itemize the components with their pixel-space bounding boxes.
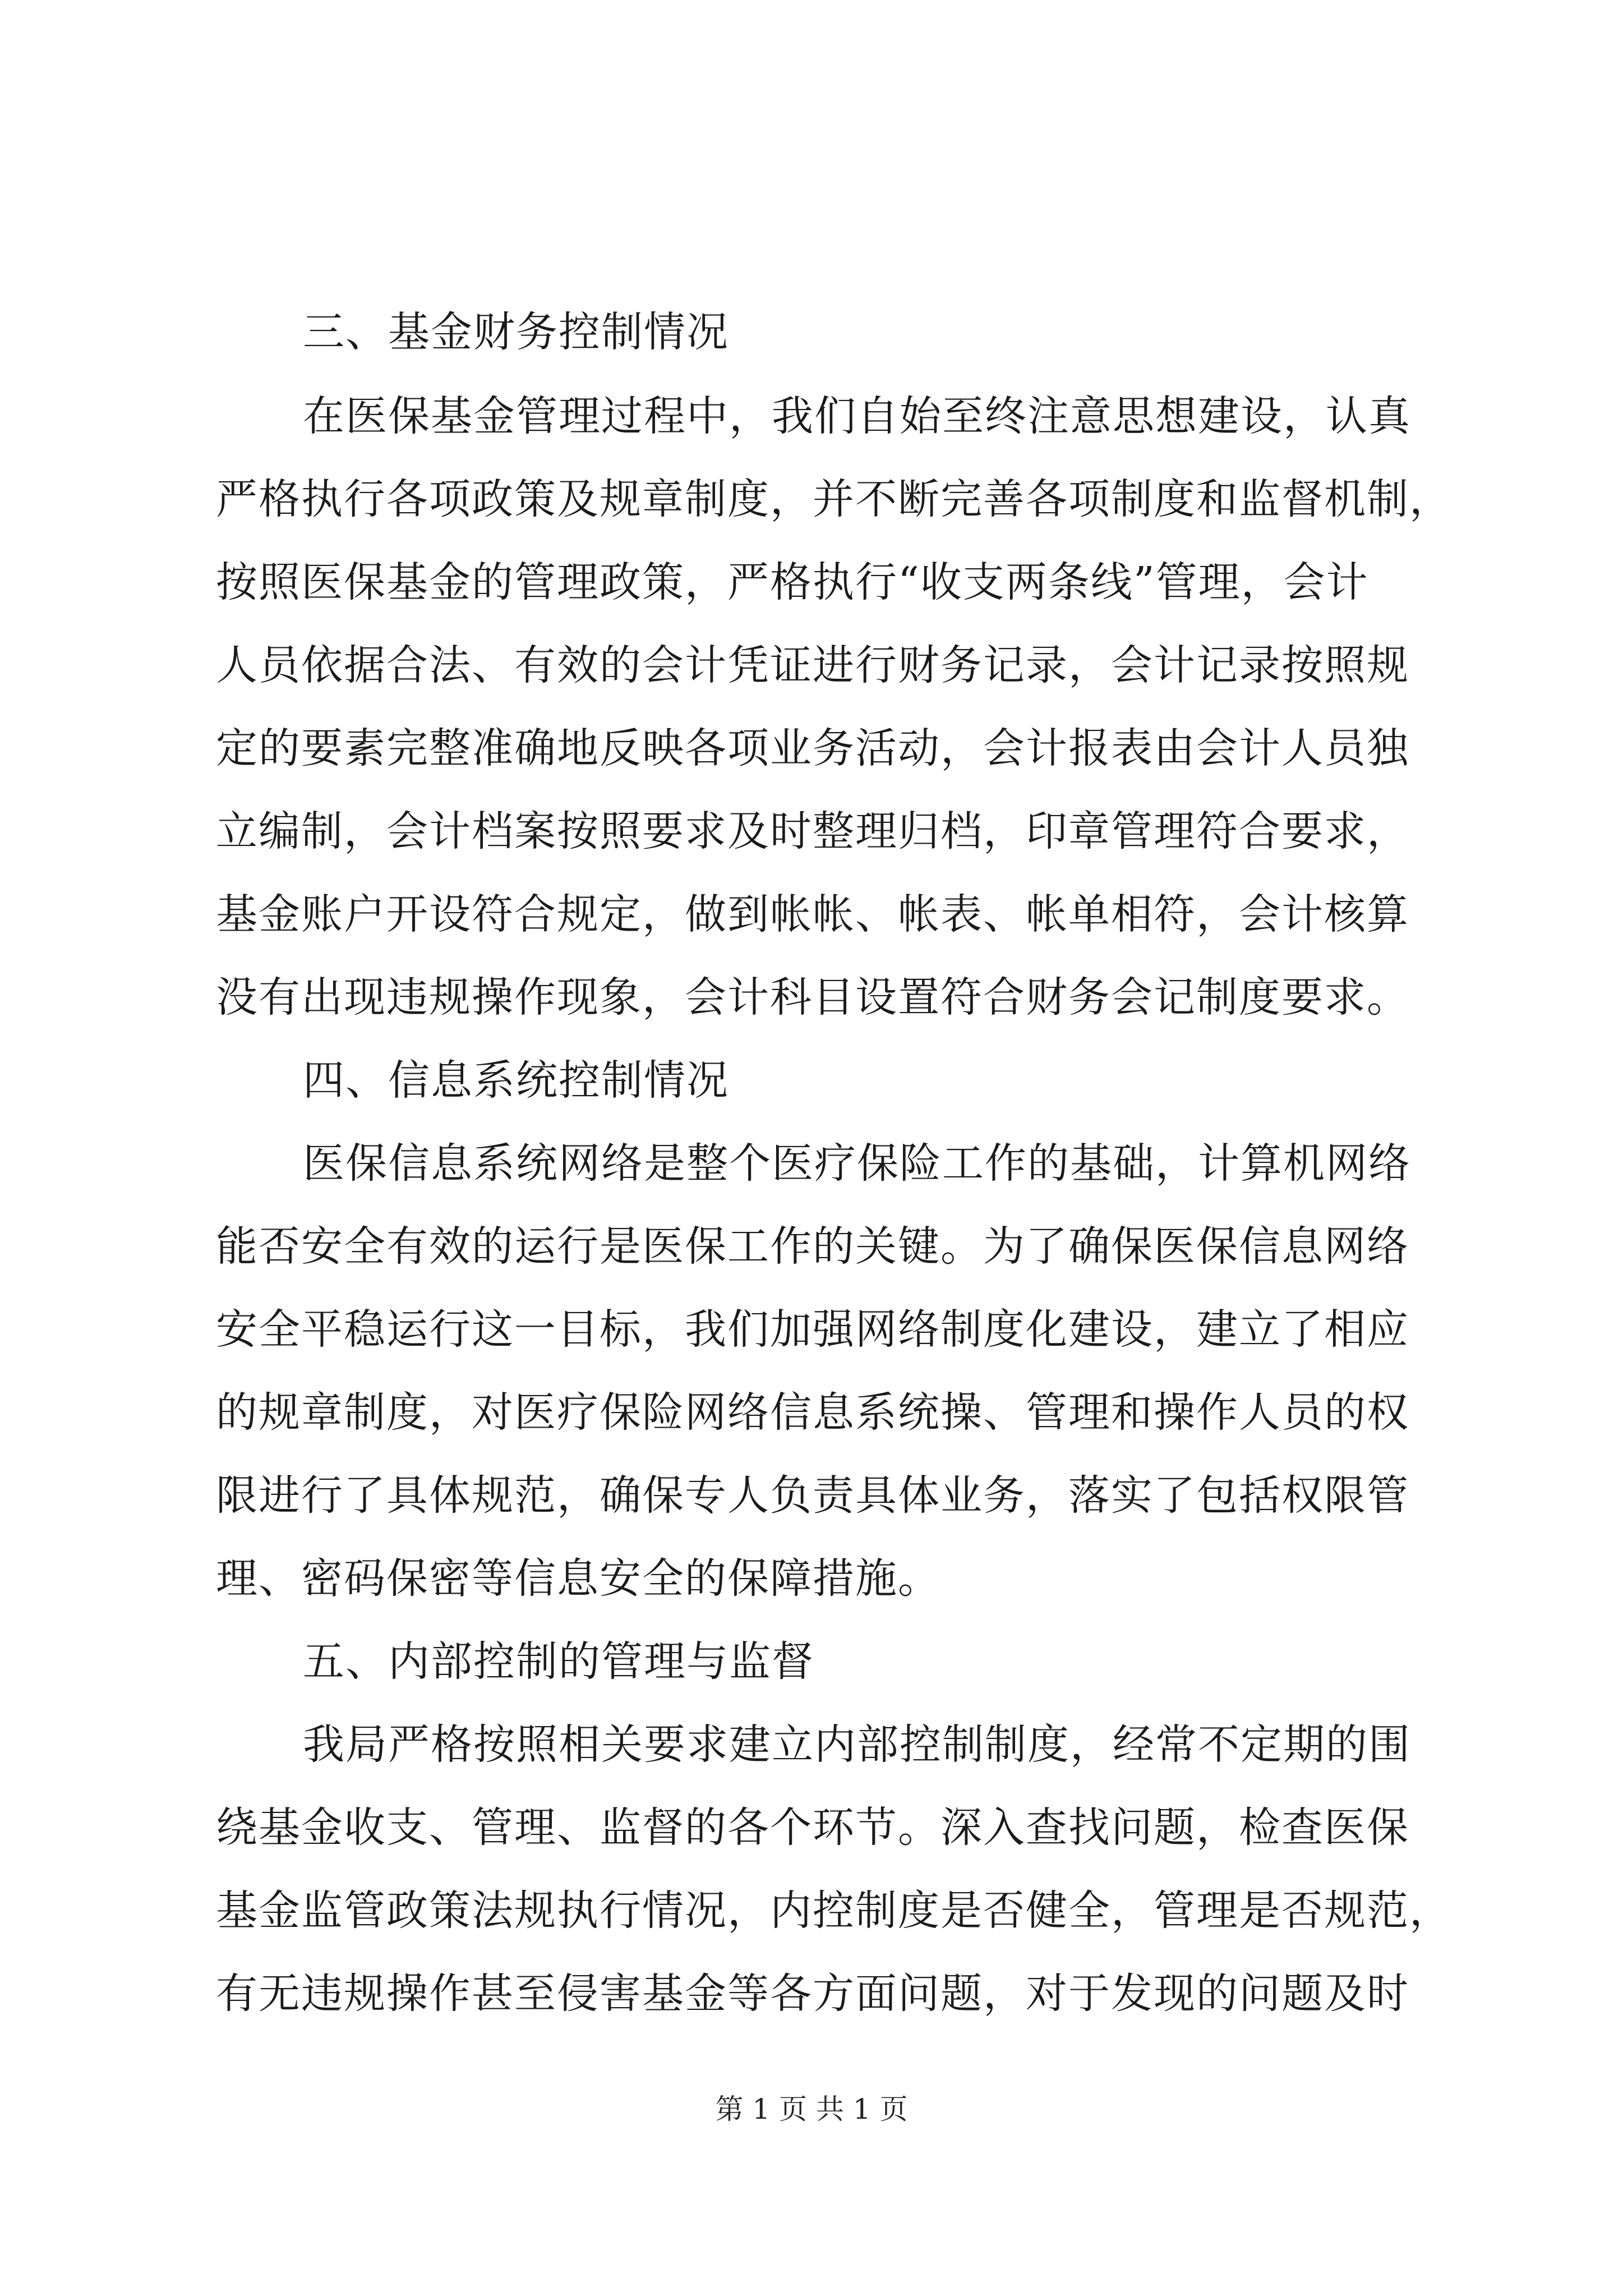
paragraph-line: 我局严格按照相关要求建立内部控制制度，经常不定期的围: [303, 1720, 1411, 1769]
paragraph-line: 人员依据合法、有效的会计凭证进行财务记录，会计记录按照规: [216, 641, 1409, 689]
paragraph-line: 能否安全有效的运行是医保工作的关键。为了确保医保信息网络: [216, 1222, 1409, 1271]
paragraph-line: 严格执行各项政策及规章制度，并不断完善各项制度和监督机制，: [216, 475, 1452, 523]
paragraph-line: 安全平稳运行这一目标，我们加强网络制度化建设，建立了相应: [216, 1305, 1409, 1354]
paragraph-line: 的规章制度，对医疗保险网络信息系统操、管理和操作人员的权: [216, 1388, 1409, 1437]
paragraph-line: 医保信息系统网络是整个医疗保险工作的基础，计算机网络: [303, 1139, 1411, 1188]
paragraph-line: 定的要素完整准确地反映各项业务活动，会计报表由会计人员独: [216, 724, 1409, 772]
paragraph-line: 没有出现违规操作现象，会计科目设置符合财务会记制度要求。: [216, 973, 1409, 1022]
section-heading: 四、信息系统控制情况: [303, 1056, 729, 1105]
paragraph-line: 限进行了具体规范，确保专人负责具体业务，落实了包括权限管: [216, 1471, 1409, 1520]
paragraph-line: 立编制，会计档案按照要求及时整理归档，印章管理符合要求，: [216, 807, 1409, 855]
paragraph-line: 在医保基金管理过程中，我们自始至终注意思想建设，认真: [303, 392, 1411, 440]
paragraph-line: 绕基金收支、管理、监督的各个环节。深入查找问题，检查医保: [216, 1803, 1409, 1852]
paragraph-line: 理、密码保密等信息安全的保障措施。: [216, 1554, 940, 1603]
paragraph-line: 基金账户开设符合规定，做到帐帐、帐表、帐单相符，会计核算: [216, 890, 1409, 938]
section-heading: 五、内部控制的管理与监督: [303, 1637, 814, 1686]
section-heading: 三、基金财务控制情况: [303, 308, 729, 356]
page-number-footer: 第 1 页 共 1 页: [715, 2093, 908, 2125]
paragraph-line: 按照医保基金的管理政策，严格执行“收支两条线”管理，会计: [216, 558, 1369, 606]
paragraph-line: 有无违规操作甚至侵害基金等各方面问题，对于发现的问题及时: [216, 1970, 1409, 2018]
paragraph-line: 基金监管政策法规执行情况，内控制度是否健全，管理是否规范，: [216, 1887, 1452, 1935]
